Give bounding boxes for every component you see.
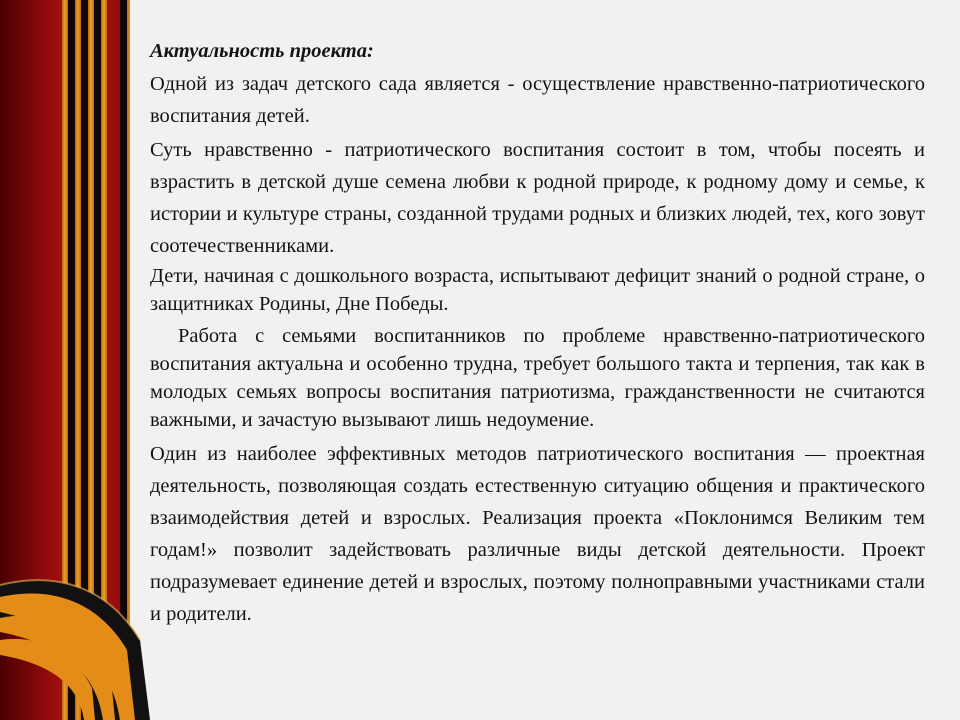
panel-edge-black: [120, 0, 127, 720]
paragraph-5: Один из наиболее эффективных методов патриотического воспитания — проектная деятельность, позволяющая создать естественную ситуацию общения и практического взаимодействия детей и взрослых. Реализация проекта «Поклонимся Великим тем годам!» позволит задействовать различные виды детской деятельности. Проект подразумевает единение детей и взрослых, поэтому полноправными участниками стали и родители.: [150, 443, 925, 625]
ribbon-stripe-black-1: [68, 0, 75, 720]
paragraph-3: Дети, начиная с дошкольного возраста, испытывают дефицит знаний о родной стране, о защитниках Родины, Дне Победы.: [150, 265, 925, 315]
paragraph-2: Суть нравственно - патриотического воспитания состоит в том, чтобы посеять и взрастить в детской душе семена любви к родной природе, к родному дому и семье, к истории и культуре страны, созданной трудами родных и близких людей, тех, кого зовут соотечественниками.: [150, 139, 925, 257]
paragraph-1: Одной из задач детского сада является - осуществление нравственно-патриотического воспитания детей.: [150, 73, 925, 127]
ribbon-stripe-orange-4: [101, 0, 107, 720]
ribbon-stripe-black-2: [81, 0, 88, 720]
slide-heading: Актуальность проекта:: [150, 40, 374, 62]
paragraph-4: Работа с семьями воспитанников по проблеме нравственно-патриотического воспитания актуальна и особенно трудна, требует большого такта и терпения, так как в молодых семьях вопросы воспитания патриотизма, гражданственности не считаются важными, и зачастую вызывают лишь недоумение.: [150, 325, 925, 431]
ribbon-stripe-black-3: [94, 0, 101, 720]
text-content: [150, 36, 925, 630]
